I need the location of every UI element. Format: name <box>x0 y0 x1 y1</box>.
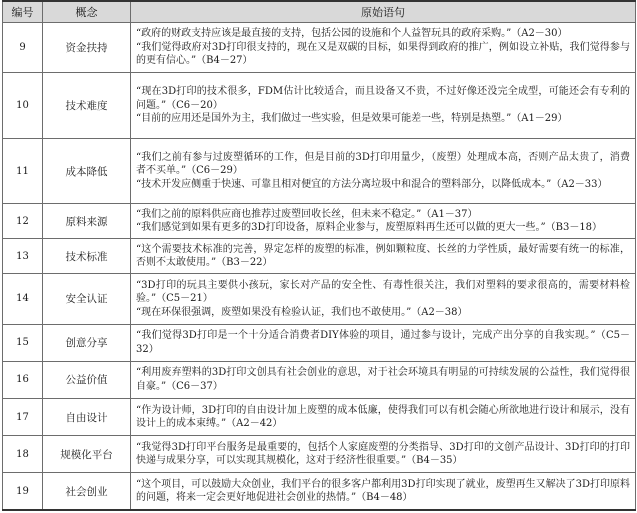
quote-text: “技术开发应侧重于快速、可靠且相对便宜的方法分离垃圾中和混合的塑料部分，以降低成本。”（A2－33） <box>136 178 608 190</box>
quote-text: “目前的应用还是国外为主，我们做过一些实验，但是效果可能差一些，特别是热塑。”（A1－29） <box>136 113 568 125</box>
row-concept: 技术难度 <box>43 73 131 139</box>
row-concept: 社会创业 <box>43 473 131 510</box>
quote-text: “我觉得3D打印平台服务是最重要的，包括个人家庭废塑的分类指导、3D打印的文创产品设计、3D打印的打印快递与成果分享，可以实现其规模化，这对于经济性很重要。”（B4－35） <box>136 441 630 467</box>
table-row <box>3 274 636 324</box>
table-row <box>3 324 636 361</box>
row-number: 9 <box>3 23 43 73</box>
row-number: 18 <box>3 436 43 473</box>
row-quotes <box>131 73 636 139</box>
table-row <box>3 204 636 239</box>
table-row <box>3 73 636 139</box>
row-number: 12 <box>3 204 43 239</box>
header-number: 编号 <box>3 1 43 23</box>
table-row <box>3 239 636 274</box>
row-quotes <box>131 473 636 510</box>
quote-text: “政府的财政支持应该是最直接的支持，包括公园的设施和个人益智玩具的政府采购。”（A2－30） <box>136 28 568 40</box>
row-number: 11 <box>3 138 43 204</box>
row-number: 14 <box>3 274 43 324</box>
concept-table <box>2 0 636 511</box>
header-concept: 概念 <box>43 1 131 23</box>
quote-text: “作为设计师，3D打印的自由设计加上废塑的成本低廉，使得我们可以有机会随心所欲地进行设计和展示，没有设计上的成本束缚。”（A2－42） <box>136 404 630 430</box>
quote-text: “我们感觉到如果有更多的3D打印设备，原料企业参与，废塑原料再生还可以做的更大一些。”（B3－18） <box>136 222 603 234</box>
table-row <box>3 138 636 204</box>
row-quotes <box>131 398 636 435</box>
row-number: 19 <box>3 473 43 510</box>
table-row <box>3 436 636 473</box>
row-concept: 成本降低 <box>43 138 131 204</box>
row-quotes <box>131 361 636 398</box>
quote-text: “我们之前有参与过废塑循环的工作，但是目前的3D打印用量少，（废塑）处理成本高，否则产品太贵了，消费者不买单。”（C6－29） <box>136 151 630 177</box>
row-quotes <box>131 324 636 361</box>
row-quotes <box>131 274 636 324</box>
row-concept: 技术标准 <box>43 239 131 274</box>
row-concept: 公益价值 <box>43 361 131 398</box>
row-quotes <box>131 23 636 73</box>
row-concept: 安全认证 <box>43 274 131 324</box>
table-row <box>3 23 636 73</box>
quote-text: “我们觉得3D打印是一个十分适合消费者DIY体验的项目，通过参与设计，完成产出分享的自我实现。”（C5－32） <box>136 330 630 355</box>
row-number: 17 <box>3 398 43 435</box>
quote-text: “这个项目，可以鼓励大众创业，我们平台的很多客户都利用3D打印实现了就业，废塑再生又解决了3D打印原料的问题，将来一定会更好地促进社会创业的热情。”（B4－48） <box>136 478 630 504</box>
header-row <box>3 1 636 23</box>
row-quotes <box>131 436 636 473</box>
data-table-container <box>2 0 635 511</box>
row-number: 15 <box>3 324 43 361</box>
row-number: 13 <box>3 239 43 274</box>
row-number: 10 <box>3 73 43 139</box>
row-concept: 资金扶持 <box>43 23 131 73</box>
quote-text: “我们觉得政府对3D打印很支持的，现在又是双碳的目标，如果得到政府的推广，例如设立补贴，我们觉得参与的更有信心。”（B4－27） <box>136 41 630 67</box>
quote-text: “这个需要技术标准的完善，界定怎样的废塑的标准，例如颗粒度、长丝的力学性质，最好需要有统一的标准，否则不太敢使用。”（B3－22） <box>136 243 630 269</box>
table-row <box>3 473 636 510</box>
row-quotes <box>131 138 636 204</box>
row-quotes <box>131 239 636 274</box>
quote-text: “现在环保很强调，废塑如果没有检验认证，我们也不敢使用。”（A2－38） <box>136 306 468 318</box>
row-concept: 自由设计 <box>43 398 131 435</box>
row-concept: 原料来源 <box>43 204 131 239</box>
row-concept: 创意分享 <box>43 324 131 361</box>
quote-text: “我们之前的原料供应商也推荐过废塑回收长丝，但未来不稳定。”（A1－37） <box>136 208 478 220</box>
header-original-statement: 原始语句 <box>131 1 636 23</box>
table-row <box>3 361 636 398</box>
table-row <box>3 398 636 435</box>
row-concept: 规模化平台 <box>43 436 131 473</box>
quote-text: “现在3D打印的技术很多，FDM估计比较适合，而且设备又不贵，不过好像还没完全成型，可能还会有专利的问题。”（C6－20） <box>136 86 630 111</box>
quote-text: “3D打印的玩具主要供小孩玩，家长对产品的安全性、有毒性很关注，我们对塑料的要求很高的，需要材料检验。”（C5－21） <box>136 279 630 305</box>
quote-text: “利用废弃塑料的3D打印文创具有社会创业的意思，对于社会环境具有明显的可持续发展的公益性，我们觉得很自豪。”（C6－37） <box>136 367 630 392</box>
row-quotes <box>131 204 636 239</box>
row-number: 16 <box>3 361 43 398</box>
